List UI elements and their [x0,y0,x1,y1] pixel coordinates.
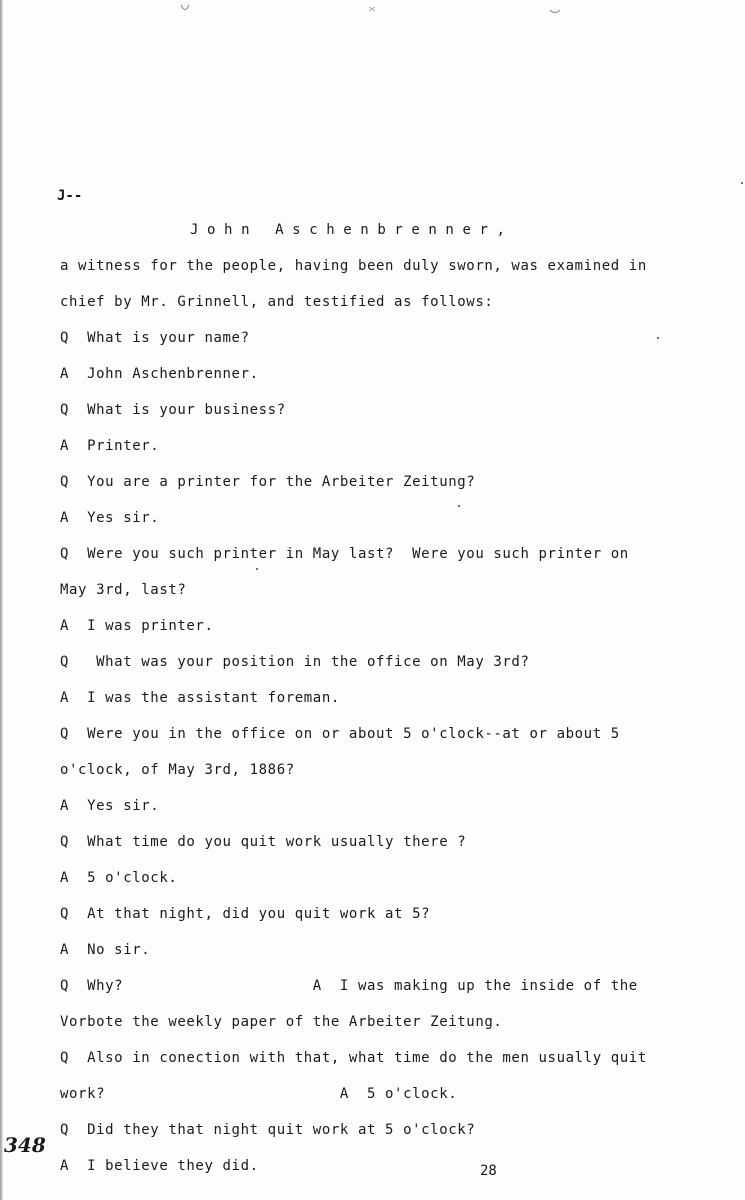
testimony-line: Q Also in conection with that, what time do the men usually quit [60,1050,647,1066]
testimony-line: Q What time do you quit work usually there ? [60,834,467,850]
testimony-line: Q At that night, did you quit work at 5? [60,906,431,922]
testimony-line: Q You are a printer for the Arbeiter Zeitung? [60,474,476,490]
ink-speck [458,505,460,507]
testimony-line: A John Aschenbrenner. [60,366,259,382]
intro-line: a witness for the people, having been duly sworn, was examined in [60,258,647,274]
witness-name-heading: John Aschenbrenner, [190,222,514,238]
testimony-line: Q Why? A I was making up the inside of the [60,978,638,994]
testimony-line: o'clock, of May 3rd, 1886? [60,762,295,778]
testimony-line: A Yes sir. [60,510,160,526]
testimony-line: A 5 o'clock. [60,870,178,886]
testimony-line: Vorbote the weekly paper of the Arbeiter Zeitung. [60,1014,503,1030]
ink-speck [741,182,743,184]
section-marker: J-- [57,188,83,204]
punch-hole-mark [178,2,192,16]
testimony-line: Q Were you in the office on or about 5 o'clock--at or about 5 [60,726,620,742]
testimony-line: Q What is your business? [60,402,286,418]
testimony-line: Q Were you such printer in May last? Were you such printer on [60,546,629,562]
testimony-line: Q Did they that night quit work at 5 o'clock? [60,1122,476,1138]
handwritten-margin-number: 348 [4,1133,46,1157]
page-left-edge [0,0,3,1200]
testimony-line: A I was the assistant foreman. [60,690,340,706]
ink-speck [657,337,659,339]
ink-speck [256,568,258,570]
testimony-line: May 3rd, last? [60,582,187,598]
testimony-line: A Printer. [60,438,160,454]
punch-hole-mark [365,2,379,16]
intro-line: chief by Mr. Grinnell, and testified as follows: [60,294,494,310]
testimony-line: work? A 5 o'clock. [60,1086,458,1102]
testimony-line: A I was printer. [60,618,214,634]
punch-hole-mark [548,2,562,16]
testimony-line: A No sir. [60,942,151,958]
testimony-line: A Yes sir. [60,798,160,814]
testimony-line: A I believe they did. [60,1158,259,1174]
page-number: 28 [480,1163,497,1179]
testimony-line: Q What was your position in the office on May 3rd? [60,654,530,670]
testimony-line: Q What is your name? [60,330,250,346]
